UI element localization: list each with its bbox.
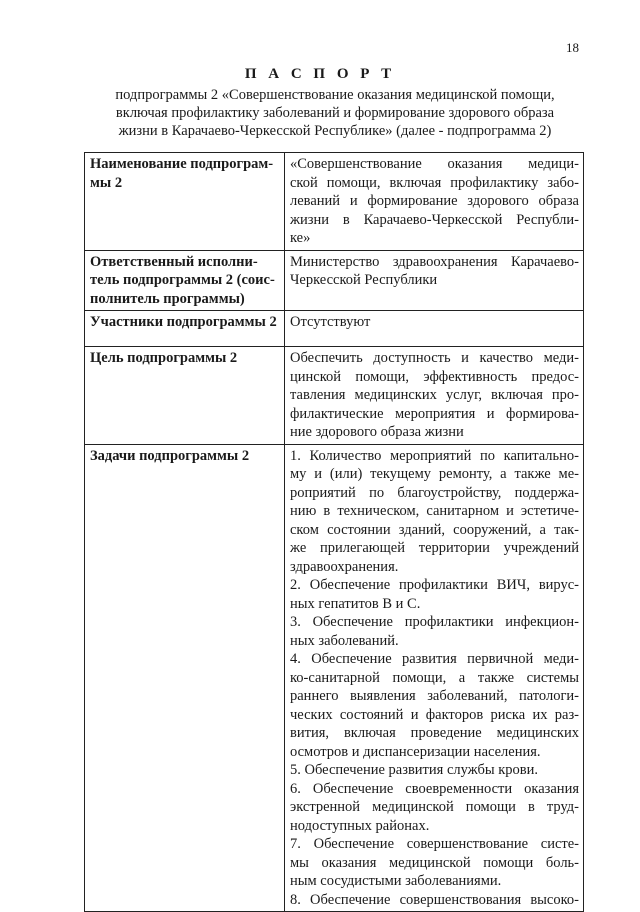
value-line: цинской помощи, эффективность предос- — [290, 368, 579, 385]
document-subtitle — [100, 86, 570, 140]
value-line: ние здорового образа жизни — [290, 424, 464, 440]
value-line: вития, включая проведение медицинских — [290, 725, 579, 741]
row-value — [285, 347, 584, 445]
value-line: ным сосудистыми заболеваниями. — [290, 873, 502, 889]
row-label — [85, 311, 285, 347]
value-line: нодоступных районах. — [290, 817, 430, 834]
value-line: ческих состояний и факторов риска их раз- — [290, 706, 579, 723]
label-line: Ответственный исполни- — [90, 253, 258, 270]
row-value — [285, 444, 584, 912]
label-line: мы 2 — [90, 174, 123, 191]
row-value — [285, 250, 584, 311]
value-line: Министерство здравоохранения Карачаево- — [290, 253, 579, 270]
value-line: 1. Количество мероприятий по капитально- — [290, 447, 579, 464]
label-line: Задачи подпрограммы 2 — [90, 447, 250, 464]
value-line: ных заболеваний. — [290, 632, 399, 649]
value-line: 4. Обеспечение развития первичной меди- — [290, 651, 579, 667]
value-line: Черкесской Республики — [290, 272, 438, 288]
value-line: Обеспечить доступность и качество меди- — [290, 350, 579, 366]
value-line: «Совершенствование оказания медици- — [290, 156, 579, 172]
value-line: 5. Обеспечение развития службы крови. — [290, 762, 539, 778]
value-line: 2. Обеспечение профилактики ВИЧ, вирус- — [290, 577, 579, 593]
passport-table — [84, 152, 584, 912]
value-line: ко-санитарной помощи, а также системы — [290, 669, 579, 686]
label-line: Цель подпрограммы 2 — [90, 350, 238, 366]
row-value — [285, 311, 584, 347]
row-value — [285, 153, 584, 251]
subtitle-line: включая профилактику заболеваний и формирование здорового образа — [115, 105, 555, 121]
row-label — [85, 347, 285, 445]
subtitle-line: жизни в Карачаево-Черкесской Республике» (далее - подпрограмма 2) — [118, 123, 552, 139]
value-line: мы оказания медицинской помощи боль- — [290, 854, 579, 871]
value-line: Отсутствуют — [290, 314, 371, 330]
value-line: здравоохранения. — [290, 558, 399, 575]
value-line: ке» — [290, 230, 311, 246]
table-row — [85, 347, 584, 445]
value-line: тавления медицинских услуг, включая про- — [290, 387, 579, 403]
label-line: Наименование подпрограм- — [90, 156, 274, 172]
value-line: же прилегающей территории учреждений — [290, 540, 579, 556]
table-row — [85, 444, 584, 912]
label-line: Участники подпрограммы 2 — [90, 314, 277, 330]
row-label — [85, 444, 285, 912]
value-line: ском состоянии зданий, сооружений, а так- — [290, 521, 579, 538]
value-line: ных гепатитов В и С. — [290, 595, 421, 612]
value-line: му и (или) текущему ремонту, а также ме- — [290, 466, 579, 482]
value-line: 3. Обеспечение профилактики инфекцион- — [290, 614, 579, 630]
value-line: леваний и формирование здорового образа — [290, 193, 579, 209]
value-line: осмотров и диспансеризации населения. — [290, 743, 541, 760]
row-label — [85, 153, 285, 251]
label-line: полнитель программы) — [90, 290, 245, 307]
table-row — [85, 311, 584, 347]
document-title: П А С П О Р Т — [244, 66, 396, 82]
value-line: нию в техническом, санитарном и эстетиче- — [290, 503, 579, 519]
row-label — [85, 250, 285, 311]
value-line: 7. Обеспечение совершенствование систе- — [290, 836, 579, 852]
table-row — [85, 153, 584, 251]
subtitle-line: подпрограммы 2 «Совершенствование оказания медицинской помощи, — [115, 87, 555, 103]
value-line: жизни в Карачаево-Черкесской Республи- — [290, 211, 579, 228]
value-line: экстренной медицинской помощи в труд- — [290, 799, 579, 815]
value-line: роприятий по благоустройству, поддержа- — [290, 484, 579, 501]
label-line: тель подпрограммы 2 (соис- — [90, 272, 275, 288]
value-line: филактические мероприятия и формирова- — [290, 405, 579, 422]
page-number: 18 — [566, 40, 579, 55]
value-line: 8. Обеспечение совершенствования высоко- — [290, 891, 579, 908]
value-line: 6. Обеспечение своевременности оказания — [290, 780, 579, 797]
value-line: ской помощи, включая профилактику забо- — [290, 174, 579, 191]
table-row — [85, 250, 584, 311]
value-line: раннего выявления заболеваний, патологи- — [290, 688, 579, 704]
